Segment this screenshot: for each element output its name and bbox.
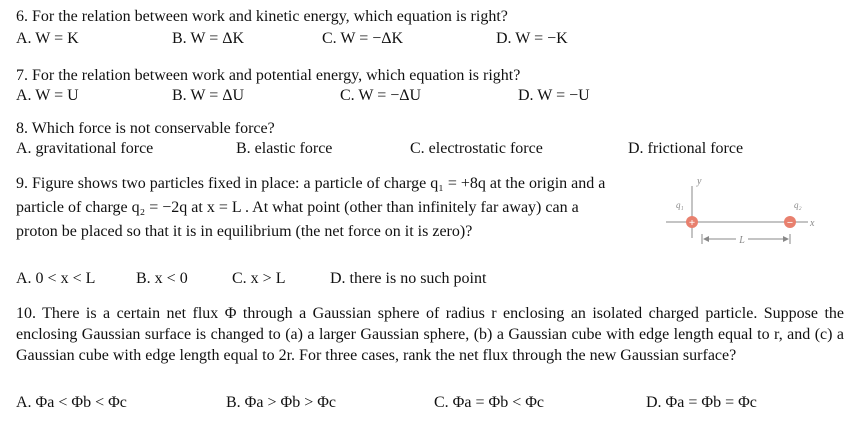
q8-option-d: D. frictional force	[628, 140, 744, 157]
q8-option-c: C. electrostatic force	[410, 140, 543, 157]
q9-option-c: C. x > L	[232, 270, 286, 287]
q2-label: q₂	[794, 200, 802, 210]
q9-figure	[660, 168, 840, 278]
q7-stem: 7. For the relation between work and potential energy, which equation is right?	[16, 67, 521, 84]
y-axis-label: y	[697, 176, 702, 187]
q9-option-d: D. there is no such point	[330, 270, 487, 287]
q6-option-d: D. W = −K	[496, 30, 568, 47]
q8-stem: 8. Which force is not conservable force?	[16, 120, 275, 137]
q10-stem: 10. There is a certain net flux Φ through a Gaussian sphere of radius r enclosing an isolated charged particle. Suppose the enclosing Gaussian surface is changed to (a) a larger Gaussian sphere, (b) a Gaussian cube with edge length equal to r, and (c) a Gaussian cube with edge length equal to 2r. For three cases, rank the net flux through the new Gaussian surface?	[16, 305, 844, 364]
distance-label: L	[739, 235, 745, 246]
x-axis-label: x	[810, 218, 815, 229]
charge-q2-sign: −	[786, 217, 794, 229]
q9-option-a: A. 0 < x < L	[16, 270, 96, 287]
q6-option-a: A. W = K	[16, 30, 79, 47]
q7-option-a: A. W = U	[16, 87, 79, 104]
q9-option-b: B. x < 0	[136, 270, 188, 287]
q10-option-a: A. Φa < Φb < Φc	[16, 394, 127, 411]
distance-arrowhead-right	[783, 236, 789, 242]
q6-option-b: B. W = ΔK	[172, 30, 245, 47]
q10-option-c: C. Φa = Φb < Φc	[434, 394, 545, 411]
q6-stem: 6. For the relation between work and kinetic energy, which equation is right?	[16, 8, 508, 25]
distance-arrowhead-left	[703, 236, 709, 242]
q7-option-d: D. W = −U	[518, 87, 590, 104]
q7-option-b: B. W = ΔU	[172, 87, 245, 104]
charge-q1-sign: +	[688, 217, 696, 229]
q8-option-a: A. gravitational force	[16, 140, 154, 157]
q8-option-b: B. elastic force	[236, 140, 333, 157]
q6-option-c: C. W = −ΔK	[322, 30, 404, 47]
q10-option-b: B. Φa > Φb > Φc	[226, 394, 337, 411]
q10-option-d: D. Φa = Φb = Φc	[646, 394, 757, 411]
q9-stem: 9. Figure shows two particles fixed in place: a particle of charge q₁ = +8q at the origin and a particle of charge q₂ = −2q at x = L . At what point (other than infinitely far away) can a proton be placed so that it is in equilibrium (the net force on it is zero)?	[16, 175, 606, 240]
q7-option-c: C. W = −ΔU	[340, 87, 422, 104]
q1-label: q₁	[676, 200, 684, 210]
